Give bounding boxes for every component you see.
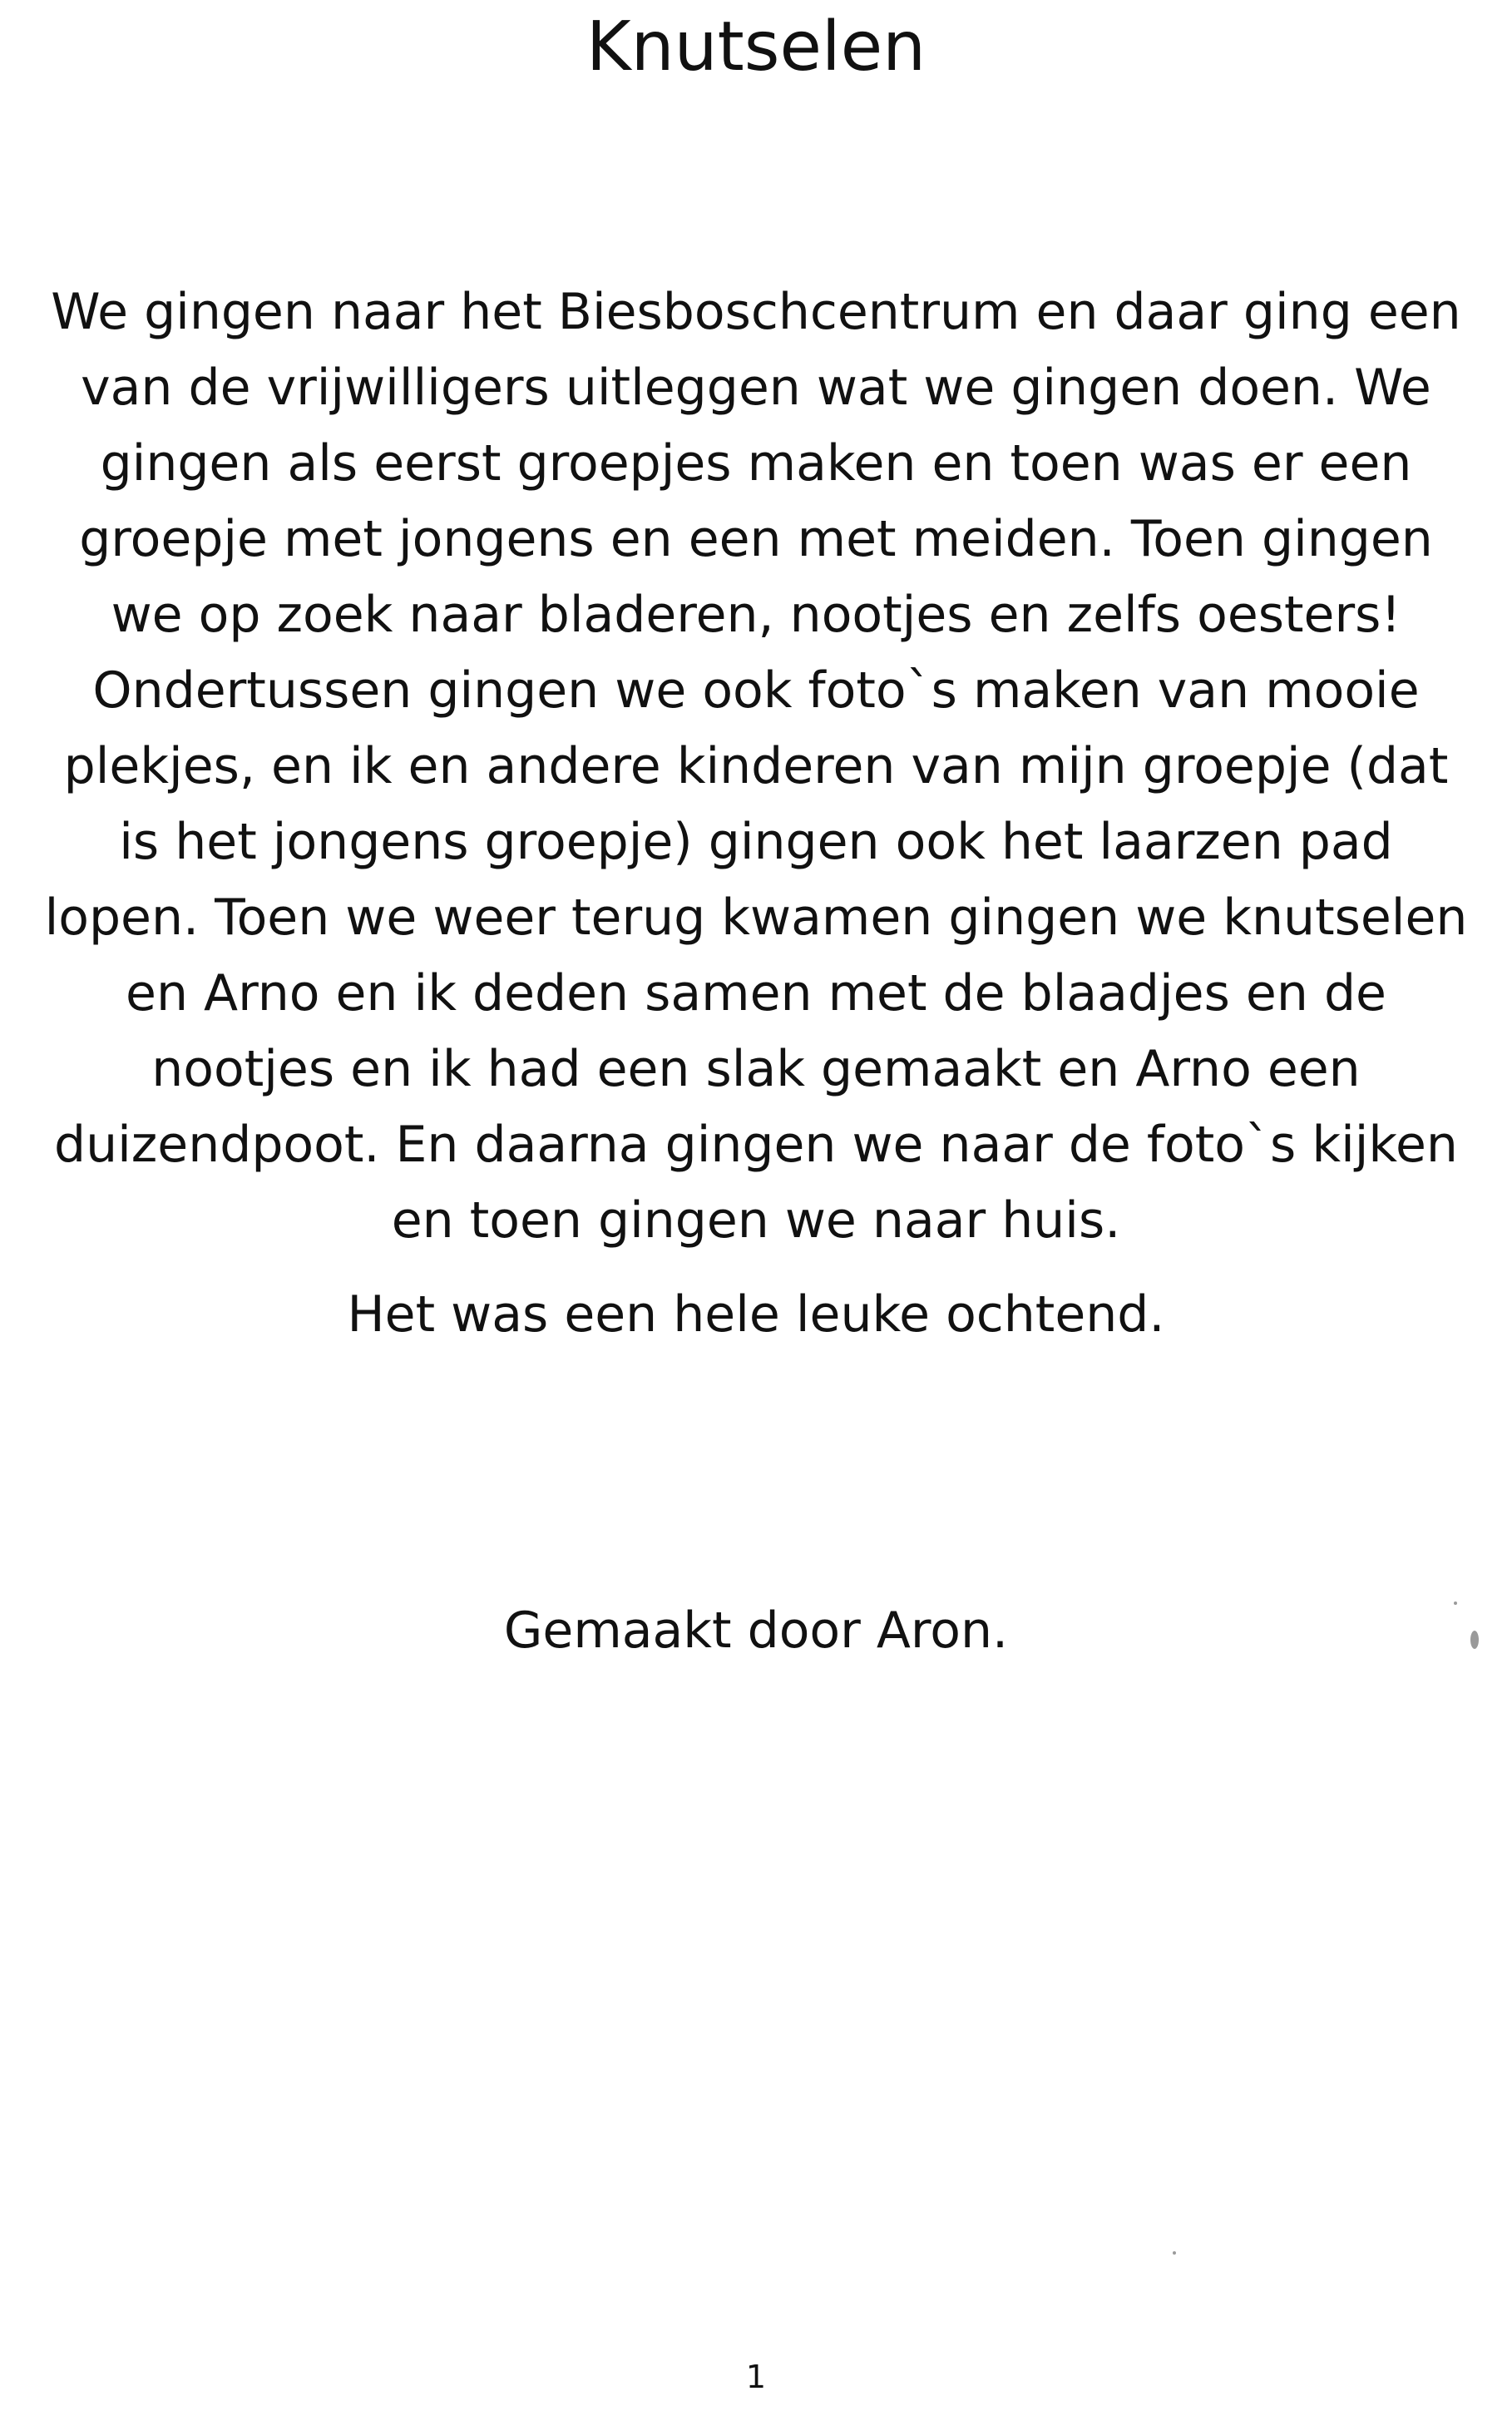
story-line: nootjes en ik had een slak gemaakt en Arno een <box>151 1040 1361 1098</box>
story-line: we op zoek naar bladeren, nootjes en zelfs oesters! <box>111 586 1401 644</box>
story-line: is het jongens groepje) gingen ook het laarzen pad <box>119 813 1393 871</box>
story-line: en toen gingen we naar huis. <box>391 1191 1121 1250</box>
story-line: en Arno en ik deden samen met de blaadjes en de <box>126 964 1386 1022</box>
story-line: gingen als eerst groepjes maken en toen was er een <box>100 434 1412 493</box>
story-line: van de vrijwilligers uitleggen wat we gingen doen. We <box>81 359 1431 417</box>
story-line: duizendpoot. En daarna gingen we naar de foto`s kijken <box>54 1116 1458 1174</box>
story-line: Ondertussen gingen we ook foto`s maken van mooie <box>92 661 1420 720</box>
scan-speck <box>1173 2251 1176 2255</box>
scan-speck <box>1454 1602 1457 1605</box>
author-signature: Gemaakt door Aron. <box>503 1602 1009 1660</box>
scan-speck <box>1470 1631 1479 1649</box>
story-line: We gingen naar het Biesboschcentrum en daar ging een <box>51 283 1461 341</box>
story-line: plekjes, en ik en andere kinderen van mijn groepje (dat <box>63 737 1449 795</box>
story-paragraph <box>8 275 1504 1259</box>
closing-sentence: Het was een hele leuke ochtend. <box>347 1285 1165 1344</box>
page-title: Knutselen <box>586 7 926 87</box>
story-line: groepje met jongens en een met meiden. Toen gingen <box>79 510 1433 568</box>
page-number: 1 <box>745 2359 767 2395</box>
story-line: lopen. Toen we weer terug kwamen gingen we knutselen <box>44 889 1468 947</box>
